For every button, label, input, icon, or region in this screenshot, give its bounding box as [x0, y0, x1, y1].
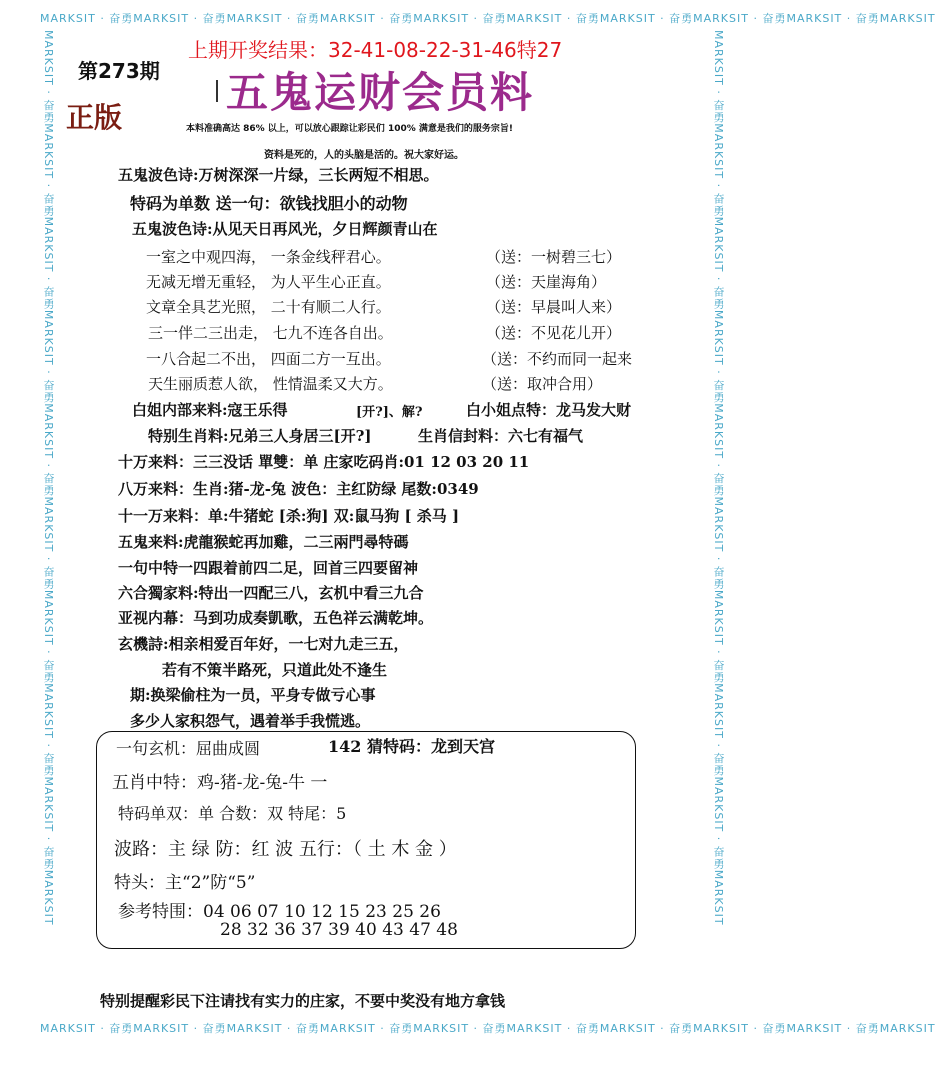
genuine-label: 正版	[66, 101, 123, 134]
verse-line: 一八合起二不出， 四面二方一互出。	[146, 350, 391, 368]
info-line: 亚视内幕：马到功成奏凱歌，五色祥云满乾坤。	[118, 609, 434, 627]
issue-number: 第273期	[78, 59, 160, 83]
verse-gift: （送：早晨叫人来）	[486, 298, 622, 316]
box-odd-even: 特码单双：单 合数：双 特尾：5	[118, 804, 347, 823]
slogan-secondary: 资料是死的，人的头脑是活的。祝大家好运。	[264, 150, 464, 161]
watermark-top	[40, 10, 936, 26]
watermark-left	[40, 30, 56, 1020]
poem-line: 五鬼波色诗:从见天日再风光，夕日辉颜青山在	[132, 220, 438, 238]
info-line: 五鬼来料:虎龍猴蛇再加雞，二三兩門尋特碼	[118, 533, 409, 551]
info-line: 若有不策半路死，只道此处不逢生	[162, 661, 388, 679]
info-line: 期:换梁偷柱为一员，平身专做亏心事	[130, 686, 376, 704]
info-line: 十一万来料：单:牛猪蛇 [杀:狗] 双:鼠马狗 [ 杀马 ]	[118, 507, 460, 525]
slogan: 本料准确高达 86% 以上，可以放心跟踪让彩民们 100% 满意是我们的服务宗旨!	[186, 124, 513, 134]
title-divider	[216, 80, 218, 102]
verse-line: 无减无增无重轻， 为人平生心正直。	[146, 273, 391, 291]
box-riddle-answer: 142 猜特码：龙到天宫	[328, 737, 495, 756]
info-line: 生肖信封料：六七有福气	[418, 427, 584, 445]
last-result: 上期开奖结果：32-41-08-22-31-46特27	[188, 38, 563, 62]
verse-line: 文章全具艺光照， 二十有顺二人行。	[146, 298, 391, 316]
watermark-text: MARKSIT · 奋勇MARKSIT · 奋勇MARKSIT · 奋勇MARKSIT · 奋勇MARKSIT · 奋勇MARKSIT · 奋勇MARKSIT · 奋勇MARKSIT · 奋勇MARKSIT · 奋勇MARKSIT	[712, 30, 725, 926]
verse-gift: （送：不约而同一起来	[482, 350, 633, 368]
box-riddle: 一句玄机：屈曲成圆	[116, 739, 261, 758]
info-line: 一句中特一四跟着前四二足，回首三四要留神	[118, 559, 419, 577]
info-line: 六合獨家料:特出一四配三八，玄机中看三九合	[118, 584, 424, 602]
footer-notice: 特别提醒彩民下注请找有实力的庄家，不要中奖没有地方拿钱	[100, 992, 506, 1010]
verse-gift: （送：不见花儿开）	[486, 324, 622, 342]
watermark-text: MARKSIT · 奋勇MARKSIT · 奋勇MARKSIT · 奋勇MARKSIT · 奋勇MARKSIT · 奋勇MARKSIT · 奋勇MARKSIT · 奋勇MARKSIT · 奋勇MARKSIT · 奋勇MARKSIT	[40, 1022, 936, 1035]
info-line: 多少人家积怨气，遇着举手我慌逃。	[130, 712, 371, 730]
verse-gift: （送：一树碧三七）	[486, 248, 622, 266]
watermark-text: MARKSIT · 奋勇MARKSIT · 奋勇MARKSIT · 奋勇MARKSIT · 奋勇MARKSIT · 奋勇MARKSIT · 奋勇MARKSIT · 奋勇MARKSIT · 奋勇MARKSIT · 奋勇MARKSIT	[40, 12, 936, 25]
watermark-bottom	[40, 1020, 936, 1036]
box-reference-range-2: 28 32 36 37 39 40 43 47 48	[220, 920, 458, 940]
verse-gift: （送：取冲合用）	[482, 375, 603, 393]
poem-line: 五鬼波色诗:万树深深一片绿，三长两短不相思。	[118, 166, 439, 184]
verse-gift: （送：天崖海角）	[486, 273, 607, 291]
info-line: 特别生肖料:兄弟三人身居三[开?]	[148, 427, 372, 445]
box-head-number: 特头：主“2”防“5”	[114, 873, 256, 893]
box-color-route: 波路：主 绿 防：红 波 五行：（ 土 木 金 ）	[114, 839, 457, 860]
verse-line: 天生丽质惹人欲， 性情温柔又大方。	[148, 375, 393, 393]
tip-line: 特码为单数 送一句：欲钱找胆小的动物	[130, 194, 408, 213]
box-reference-range: 参考特围：04 06 07 10 12 15 23 25 26	[118, 902, 441, 922]
verse-line: 三一伴二三出走， 七九不连各自出。	[148, 324, 393, 342]
box-five-zodiac: 五肖中特：鸡-猪-龙-兔-牛 一	[112, 773, 328, 793]
info-line: 十万来料：三三没话 單雙：单 庄家吃码肖:01 12 03 20 11	[118, 453, 530, 471]
info-line: 白小姐点特：龙马发大财	[466, 401, 632, 419]
page-title: 五鬼运财会员料	[226, 68, 535, 117]
verse-line: 一室之中观四海， 一条金线秤君心。	[146, 248, 391, 266]
info-note: [开?]、解?	[356, 405, 423, 420]
info-line: 玄機詩:相亲相爱百年好，一七对九走三五，	[118, 635, 409, 653]
watermark-right	[710, 30, 726, 1020]
watermark-text: MARKSIT · 奋勇MARKSIT · 奋勇MARKSIT · 奋勇MARKSIT · 奋勇MARKSIT · 奋勇MARKSIT · 奋勇MARKSIT · 奋勇MARKSIT · 奋勇MARKSIT · 奋勇MARKSIT	[42, 30, 55, 926]
info-line: 白姐内部来料:寇王乐得	[132, 401, 288, 419]
info-line: 八万来料：生肖:猪-龙-兔 波色：主红防绿 尾数:0349	[118, 480, 479, 498]
